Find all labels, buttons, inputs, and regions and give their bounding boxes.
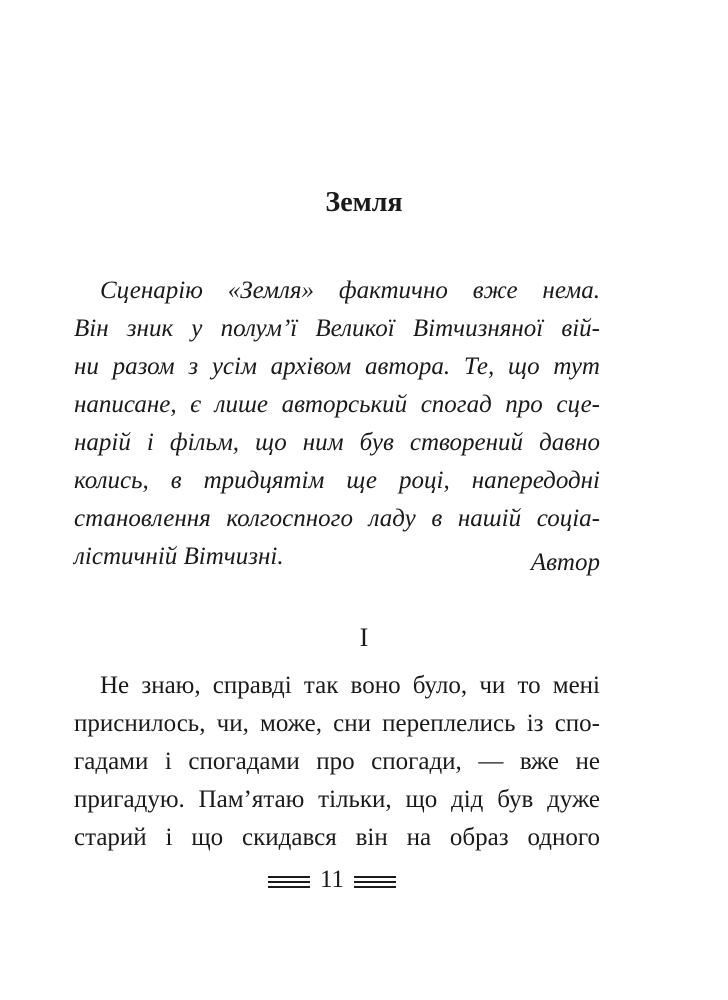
epigraph-signature: Автор xyxy=(530,549,600,576)
page-number: 11 xyxy=(319,866,345,893)
epigraph-line: Сценарію «Земля» фактично вже нема. xyxy=(100,277,600,304)
epigraph-line: становлення колгоспного ладу в нашій соціа- xyxy=(74,505,600,532)
body-line: пригадую. Пам’ятаю тільки, що дід був дуже xyxy=(74,786,600,813)
footer-ornament-left xyxy=(268,876,310,891)
page-footer xyxy=(0,862,728,898)
section-number: I xyxy=(359,623,369,652)
epigraph-line: лістичній Вітчизні. xyxy=(74,543,284,570)
epigraph-line: Він зник у полум’ї Великої Вітчизняної вій- xyxy=(74,315,600,342)
body-line: приснилось, чи, може, сни переплелись із спо- xyxy=(74,710,600,737)
body-line: Не знаю, справді так воно було, чи то мені xyxy=(100,672,600,699)
chapter-title: Земля xyxy=(325,187,403,218)
epigraph-line: нарій і фільм, що ним був створений давно xyxy=(74,429,600,456)
body-line: старий і що скидався він на образ одного xyxy=(74,824,600,851)
body-line: гадами і спогадами про спогади, — вже не xyxy=(74,748,600,775)
epigraph-line: написане, є лише авторський спогад про сце- xyxy=(74,391,600,418)
epigraph-line: колись, в тридцятім ще році, напередодні xyxy=(74,467,600,494)
epigraph-line: ни разом з усім архівом автора. Те, що тут xyxy=(74,353,600,380)
footer-ornament-right xyxy=(354,876,396,891)
